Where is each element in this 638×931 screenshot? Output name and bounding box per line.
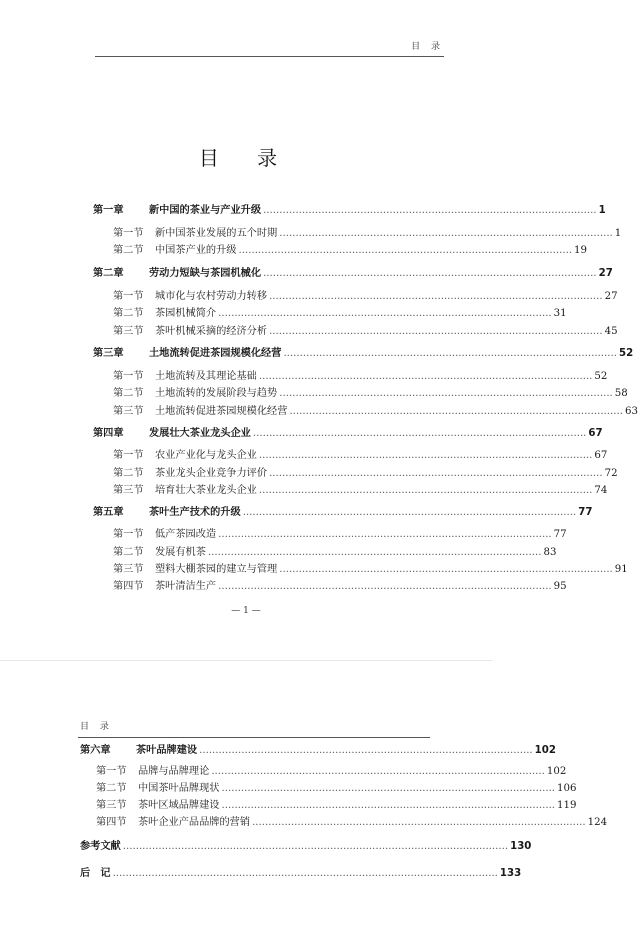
toc-section-entry[interactable] [113, 304, 567, 319]
toc-chapter-entry[interactable] [93, 344, 634, 359]
running-head: 目 录 [411, 42, 444, 52]
section-number: 第一节 [113, 291, 144, 302]
dot-leader: ....................................................................................................... [279, 228, 613, 239]
entry-title: 土地流转促进茶园规模化经营 [149, 348, 282, 359]
toc-chapter-entry[interactable] [93, 264, 613, 279]
entry-title: 茶叶机械采摘的经济分析 [155, 326, 268, 337]
chapter-number: 第二章 [93, 268, 124, 279]
entry-title: 新中国茶业发展的五个时期 [155, 228, 278, 239]
dot-leader: ....................................................................................................... [238, 245, 573, 256]
toc-section-entry[interactable] [113, 464, 618, 479]
entry-title: 土地流转促进茶园规模化经营 [155, 406, 288, 417]
page-number: 31 [553, 308, 567, 319]
entry-title: 茶叶清洁生产 [155, 581, 217, 592]
entry-title: 培育壮大茶业龙头企业 [155, 485, 257, 496]
entry-title: 低产茶园改造 [155, 529, 217, 540]
entry-title: 城市化与农村劳动力转移 [155, 291, 268, 302]
page-number: 27 [598, 268, 613, 279]
entry-title: 后 记 [80, 868, 111, 879]
dot-leader: ....................................................................................................... [269, 468, 603, 479]
page-number: 102 [546, 766, 567, 777]
toc-section-entry[interactable] [96, 796, 577, 811]
entry-title: 茶园机械简介 [155, 308, 217, 319]
entry-title: 发展有机茶 [155, 547, 206, 558]
toc-chapter-entry[interactable] [80, 741, 556, 756]
toc-section-entry[interactable] [113, 525, 567, 540]
page-number: 19 [574, 245, 588, 256]
running-head: 目 录 [80, 722, 113, 732]
header-rule [78, 737, 430, 738]
section-number: 第一节 [113, 371, 144, 382]
entry-title: 劳动力短缺与茶园机械化 [149, 268, 262, 279]
dot-leader: ....................................................................................................... [269, 291, 603, 302]
toc-chapter-entry[interactable] [93, 201, 606, 216]
dot-leader: ....................................................................................................... [263, 268, 597, 279]
section-number: 第二节 [113, 308, 144, 319]
entry-title: 茶业龙头企业竞争力评价 [155, 468, 268, 479]
section-number: 第三节 [113, 564, 144, 575]
entry-title: 农业产业化与龙头企业 [155, 450, 257, 461]
dot-leader: ....................................................................................................... [289, 406, 623, 417]
section-number: 第一节 [113, 228, 144, 239]
dot-leader: ....................................................................................................... [252, 817, 586, 828]
entry-title: 土地流转及其理论基础 [155, 371, 257, 382]
toc-section-entry[interactable] [96, 779, 577, 794]
page-number: 91 [614, 564, 628, 575]
section-number: 第三节 [113, 326, 144, 337]
entry-title: 中国茶产业的升级 [155, 245, 237, 256]
entry-title: 茶叶生产技术的升级 [149, 507, 241, 518]
section-number: 第二节 [113, 388, 144, 399]
dot-leader: ....................................................................................................... [258, 371, 593, 382]
toc-section-entry[interactable] [113, 402, 638, 417]
dot-leader: ....................................................................................................... [218, 581, 552, 592]
dot-leader: ....................................................................................................... [242, 507, 577, 518]
chapter-number: 第五章 [93, 507, 124, 518]
section-number: 第二节 [96, 783, 127, 794]
entry-title: 土地流转的发展阶段与趋势 [155, 388, 278, 399]
page-number: 1 [598, 205, 606, 216]
dot-leader: ....................................................................................................... [218, 529, 552, 540]
entry-title: 茶叶品牌建设 [136, 745, 198, 756]
chapter-number: 第四章 [93, 428, 124, 439]
section-number: 第四节 [113, 581, 144, 592]
toc-chapter-entry[interactable] [93, 424, 603, 439]
page-number: 52 [594, 371, 608, 382]
section-number: 第一节 [113, 450, 144, 461]
section-number: 第三节 [113, 406, 144, 417]
toc-section-entry[interactable] [113, 367, 608, 382]
page-number: 1 [614, 228, 622, 239]
section-number: 第三节 [96, 800, 127, 811]
toc-chapter-entry[interactable] [93, 503, 593, 518]
entry-title: 参考文献 [80, 841, 121, 852]
toc-references-entry[interactable] [80, 837, 532, 852]
section-number: 第四节 [96, 817, 127, 828]
dot-leader: ....................................................................................................... [207, 547, 542, 558]
chapter-number: 第三章 [93, 348, 124, 359]
dot-leader: ....................................................................................................... [269, 326, 603, 337]
page-number: 77 [578, 507, 593, 518]
page-number: 130 [510, 841, 532, 852]
dot-leader: ....................................................................................................................... [122, 841, 509, 852]
dot-leader: ....................................................................................................... [258, 450, 593, 461]
page-number: 102 [534, 745, 556, 756]
page-number: 67 [594, 450, 608, 461]
page-number: 106 [557, 783, 577, 794]
dot-leader: ....................................................................................................... [252, 428, 587, 439]
section-number: 第三节 [113, 485, 144, 496]
dot-leader: ....................................................................................................... [218, 308, 552, 319]
dot-leader: ....................................................................................................... [279, 388, 613, 399]
dot-leader: ....................................................................................................... [199, 745, 533, 756]
page-number: 63 [624, 406, 638, 417]
dot-leader: ....................................................................................................... [211, 766, 545, 777]
toc-section-entry[interactable] [113, 560, 628, 575]
toc-section-entry[interactable] [113, 384, 628, 399]
toc-section-entry[interactable] [113, 481, 608, 496]
entry-title: 茶叶区域品牌建设 [138, 800, 220, 811]
toc-section-entry[interactable] [113, 543, 557, 558]
toc-section-entry[interactable] [113, 577, 567, 592]
section-number: 第二节 [113, 468, 144, 479]
entry-title: 茶叶企业产品品牌的营销 [138, 817, 251, 828]
page-number: 72 [604, 468, 618, 479]
entry-title: 品牌与品牌理论 [138, 766, 210, 777]
page-number: 58 [614, 388, 628, 399]
dot-leader: ....................................................................................................... [221, 783, 556, 794]
toc-page-2 [0, 660, 608, 931]
page-number: 95 [553, 581, 567, 592]
page-number: 45 [604, 326, 618, 337]
entry-title: 中国茶叶品牌现状 [138, 783, 220, 794]
page-number: 77 [553, 529, 567, 540]
dot-leader: ....................................................................................................... [258, 485, 593, 496]
toc-afterword-entry[interactable] [80, 864, 522, 879]
section-number: 第二节 [113, 245, 144, 256]
page-number: 74 [594, 485, 608, 496]
page-number: 27 [604, 291, 618, 302]
page-number: 119 [557, 800, 577, 811]
chapter-number: 第六章 [80, 745, 111, 756]
toc-section-entry[interactable] [113, 241, 588, 256]
dot-leader: ....................................................................................................................... [112, 868, 498, 879]
section-number: 第二节 [113, 547, 144, 558]
dot-leader: ....................................................................................................... [279, 564, 613, 575]
toc-section-entry[interactable] [96, 813, 608, 828]
header-rule [95, 56, 444, 57]
toc-section-entry[interactable] [113, 446, 608, 461]
page-number: 133 [499, 868, 522, 879]
toc-title: 目 录 [198, 146, 294, 170]
page-number: 67 [588, 428, 603, 439]
page-folio: — 1 — [231, 606, 261, 616]
page-number: 83 [543, 547, 557, 558]
entry-title: 塑料大棚茶园的建立与管理 [155, 564, 278, 575]
entry-title: 新中国的茶业与产业升级 [149, 205, 262, 216]
page-number: 52 [618, 348, 634, 359]
toc-section-entry[interactable] [96, 762, 567, 777]
dot-leader: ....................................................................................................... [221, 800, 556, 811]
dot-leader: ....................................................................................................... [263, 205, 597, 216]
page-number: 124 [587, 817, 608, 828]
toc-section-entry[interactable] [113, 224, 622, 239]
entry-title: 发展壮大茶业龙头企业 [149, 428, 251, 439]
toc-section-entry[interactable] [113, 322, 618, 337]
dot-leader: ....................................................................................................... [283, 348, 617, 359]
section-number: 第一节 [113, 529, 144, 540]
chapter-number: 第一章 [93, 205, 124, 216]
section-number: 第一节 [96, 766, 127, 777]
toc-section-entry[interactable] [113, 287, 618, 302]
